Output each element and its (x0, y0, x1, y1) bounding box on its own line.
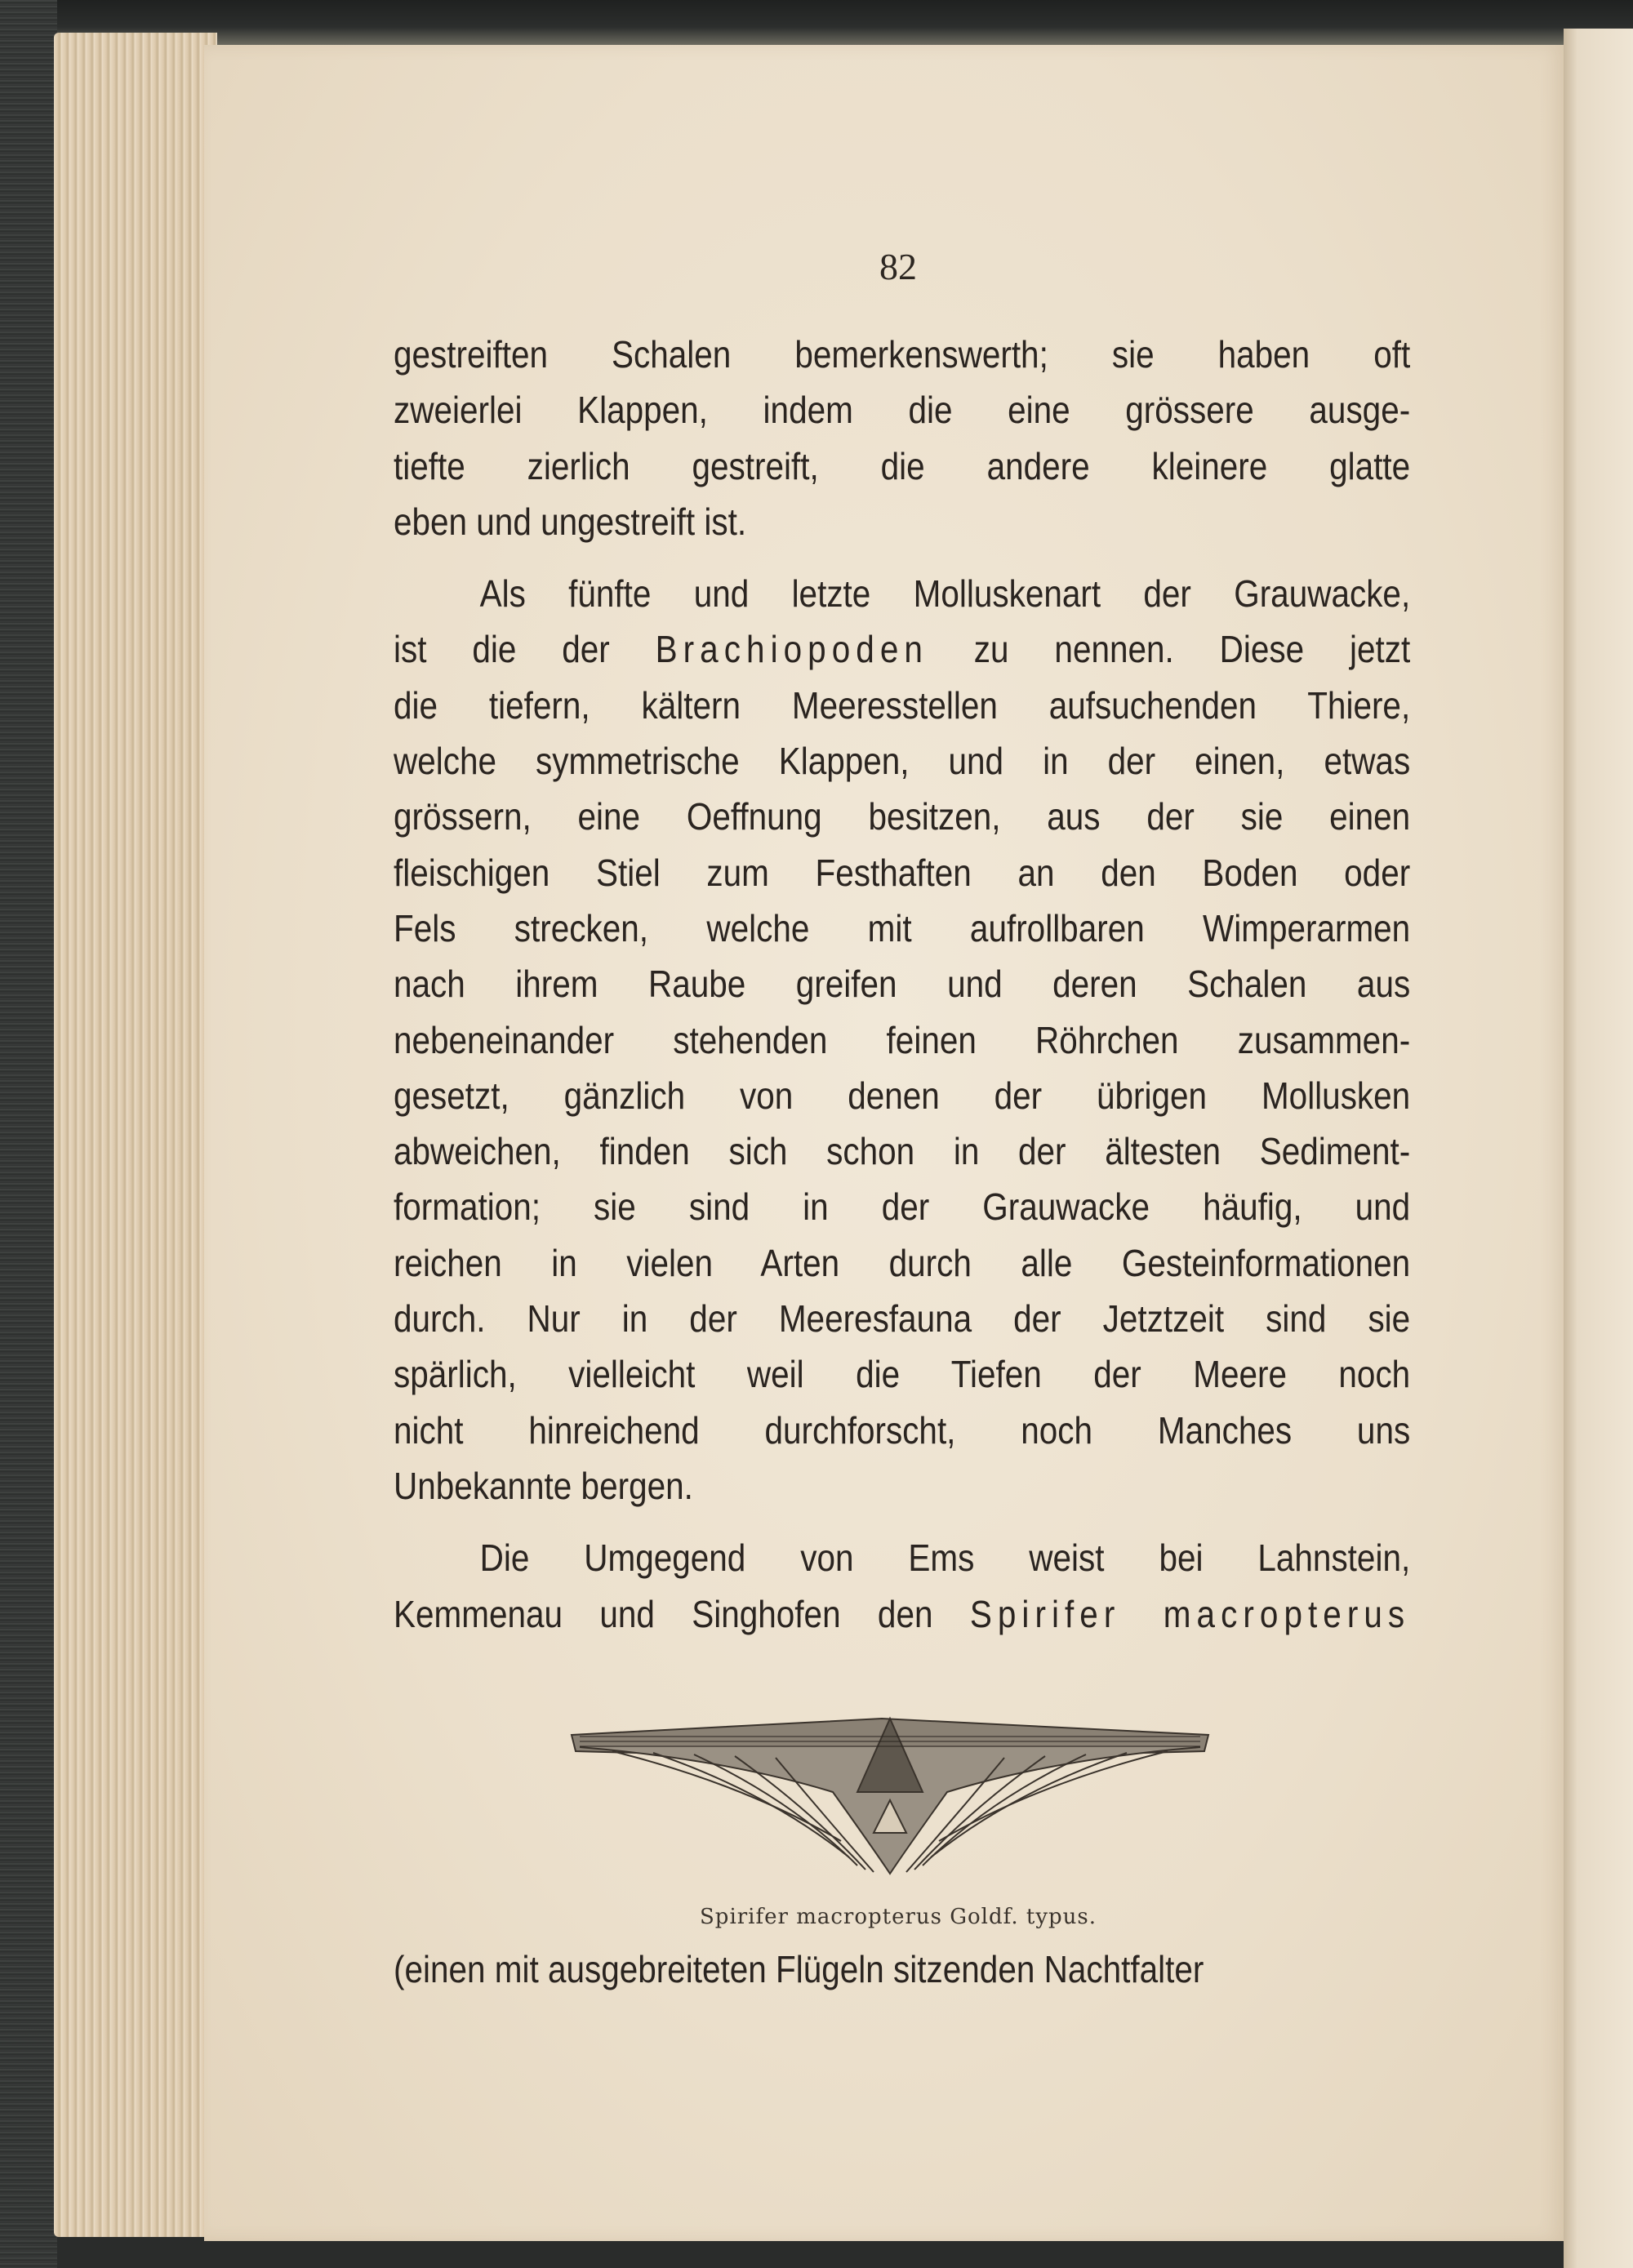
text-line: (einen mit ausgebreiteten Flügeln sitzenden Nachtfalter (394, 1948, 1204, 1990)
text-line: nach ihrem Raube greifen und deren Schalen aus (394, 963, 1411, 1006)
text-line: Als fünfte und letzte Molluskenart der Grauwacke, (479, 572, 1411, 616)
figure-caption: Spirifer macropterus Goldf. typus. (699, 1905, 1097, 1929)
page-number: 82 (879, 246, 917, 287)
text-line: formation; sie sind in der Grauwacke häufig, und (394, 1185, 1411, 1229)
text-line: eben und ungestreift ist. (394, 500, 747, 543)
paragraph-3 (394, 1530, 1410, 1642)
text-line: welche symmetrische Klappen, und in der einen, etwas (394, 740, 1411, 783)
body-text (394, 327, 1411, 1642)
text-line: gesetzt, gänzlich von denen der übrigen Mollusken (394, 1074, 1411, 1117)
text-line: fleischigen Stiel zum Festhaften an den Boden oder (394, 851, 1411, 894)
text-line (394, 621, 1410, 677)
text-line: Fels strecken, welche mit aufrollbaren Wimperarmen (394, 906, 1411, 949)
text-line: abweichen, finden sich schon in der ältesten Sediment- (394, 1130, 1411, 1173)
text-line: zweierlei Klappen, indem die eine grössere ausge- (394, 389, 1411, 432)
paragraph-1 (394, 327, 1410, 549)
text-line: spärlich, vielleicht weil die Tiefen der Meere noch (394, 1353, 1411, 1396)
book-binding (0, 0, 57, 2268)
text-line (394, 1586, 1410, 1642)
text-line: tiefte zierlich gestreift, die andere kleinere glatte (394, 444, 1411, 487)
text-fragment: ist die der (394, 628, 610, 671)
text-line: Die Umgegend von Ems weist bei Lahnstein, (479, 1536, 1411, 1580)
text-line: reichen in vielen Arten durch alle Gesteinformationen (394, 1241, 1411, 1284)
page-edges (54, 33, 217, 2237)
spaced-term: Brachiopoden (655, 628, 928, 671)
spirifer-fossil-illustration (563, 1702, 1217, 1882)
book-top-edge (49, 0, 1633, 45)
paragraph-2 (394, 566, 1410, 1514)
text-fragment: zu nennen. Diese jetzt (973, 628, 1411, 671)
text-line: nicht hinreichend durchforscht, noch Manches uns (394, 1408, 1411, 1452)
text-line: die tiefern, kältern Meeresstellen aufsuchenden Thiere, (394, 683, 1411, 727)
text-line: gestreiften Schalen bemerkenswerth; sie haben oft (394, 333, 1411, 376)
final-text-line (394, 1947, 1288, 1991)
text-line: Unbekannte bergen. (394, 1464, 693, 1507)
spaced-term: Spirifer macropterus (969, 1592, 1411, 1635)
next-page-strip (1564, 29, 1633, 2268)
text-line: grössern, eine Oeffnung besitzen, aus der sie einen (394, 795, 1411, 838)
text-line: durch. Nur in der Meeresfauna der Jetztzeit sind sie (394, 1297, 1411, 1341)
text-fragment: Kemmenau und Singhofen den (394, 1592, 933, 1635)
text-line: nebeneinander stehenden feinen Röhrchen zusammen- (394, 1018, 1411, 1061)
